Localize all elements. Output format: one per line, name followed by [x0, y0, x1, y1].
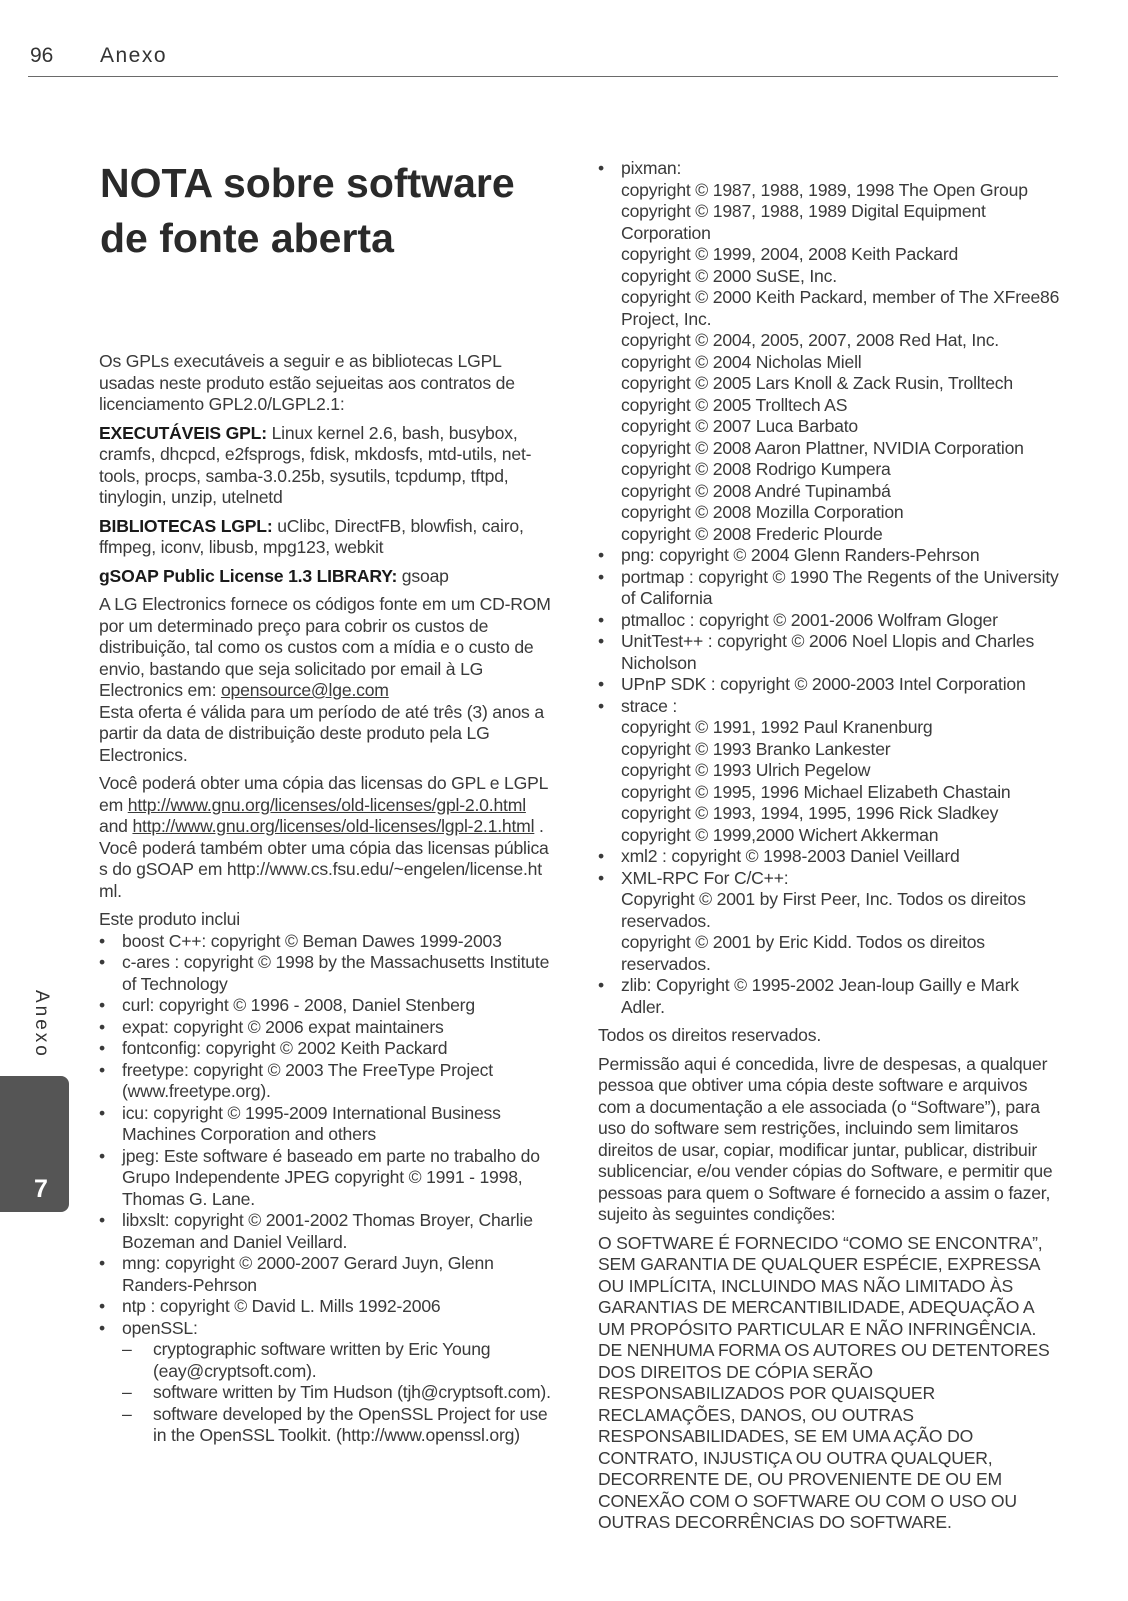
list-item: • libxslt: copyright © 2001-2002 Thomas Broyer, Charlie Bozeman and Daniel Veillard.	[99, 1210, 554, 1253]
list-item: • png: copyright © 2004 Glenn Randers-Pehrson	[598, 545, 1060, 567]
gpl-text: Linux kernel 2.6, bash, busybox, cramfs, dhcpcd, e2fsprogs, fdisk, mkdosfs, mtd-utils, net-tools, procps, samba-3.0.25b, sysutils, tcpdump, tftpd, tinylogin, unzip, utelnetd	[99, 422, 532, 507]
pixman-list	[598, 158, 1060, 1018]
gsoap-label: gSOAP Public License 1.3 LIBRARY:	[99, 565, 398, 586]
openssl-label: openSSL:	[122, 1317, 198, 1338]
pixman-line: copyright © 2007 Luca Barbato	[621, 416, 859, 436]
strace-line: copyright © 1999,2000 Wichert Akkerman	[621, 824, 939, 845]
list-item: • UPnP SDK : copyright © 2000-2003 Intel Corporation	[598, 674, 1060, 696]
list-item: • c-ares : copyright © 1998 by the Massachusetts Institute of Technology	[99, 952, 554, 995]
list-item: • ptmalloc : copyright © 2001-2006 Wolfram Gloger	[598, 610, 1060, 632]
pixman-line: copyright © 1987, 1988, 1989 Digital Equipment Corporation	[621, 201, 986, 243]
list-item: • icu: copyright © 1995-2009 International Business Machines Corporation and others	[99, 1103, 554, 1146]
openssl-sublist	[99, 1339, 554, 1447]
pixman-line: copyright © 1987, 1988, 1989, 1998 The Open Group	[621, 179, 1028, 200]
section-title: Anexo	[100, 44, 168, 67]
permission-paragraph: Permissão aqui é concedida, livre de despesas, a qualquer pessoa que obtiver uma cópia deste software e arquivos com a documentação a ele associada (o “Software”), para uso do software sem restrições, incluindo sem limitaros direitos de usar, copiar, modificar juntar, publicar, distribuir sublicenciar, e/ou vender cópias do Software, e permitir que pessoas para quem o Software é fornecido a assim o fazer, sujeito às seguintes condições:	[598, 1053, 1053, 1224]
chapter-number: 7	[34, 1175, 48, 1203]
list-item: • boost C++: copyright © Beman Dawes 1999-2003	[99, 931, 554, 953]
page-number: 96	[30, 44, 54, 67]
pixman-line: copyright © 2004 Nicholas Miell	[621, 351, 862, 372]
pixman-line: copyright © 2000 Keith Packard, member of The XFree86 Project, Inc.	[621, 287, 1060, 329]
pixman-line: copyright © 2008 André Tupinambá	[621, 480, 891, 501]
offer-text: A LG Electronics fornece os códigos fonte em um CD-ROM por um determinado preço para cobrir os custos de distribuição, tal como os custos com a mídia e o custo de envio, bastando que seja solicitado por email à LG Electronics em:	[99, 594, 551, 700]
title-line-2: de fonte aberta	[100, 215, 394, 261]
list-item-openssl	[99, 1318, 554, 1340]
validity-paragraph: Esta oferta é válida para um período de até três (3) anos a partir da data de distribuição deste produto pela LG Electronics.	[99, 701, 544, 765]
gsoap-license-paragraph: Você poderá também obter uma cópia das licensas públicas do gSOAP em http://www.cs.fsu.edu/~engelen/license.html.	[99, 837, 549, 901]
page-header	[28, 42, 1058, 77]
strace-line: copyright © 1993 Ulrich Pegelow	[621, 760, 871, 780]
period-text: .	[534, 816, 544, 836]
included-software-list	[99, 931, 554, 1340]
list-item: • freetype: copyright © 2003 The FreeType Project (www.freetype.org).	[99, 1060, 554, 1103]
pixman-line: copyright © 2005 Trolltech AS	[621, 394, 848, 415]
side-section-label: Anexo	[31, 990, 52, 1059]
list-item: • jpeg: Este software é baseado em parte no trabalho do Grupo Independente JPEG copyright © 1991 - 1998, Thomas G. Lane.	[99, 1146, 554, 1211]
rights-paragraph: Todos os direitos reservados.	[598, 1025, 822, 1045]
right-column	[598, 158, 1060, 1541]
email-link[interactable]: opensource@lge.com	[220, 680, 389, 700]
xmlrpc-line: Copyright © 2001 by First Peer, Inc. Todos os direitos reservados.	[621, 889, 1026, 931]
sub-list-item: – software developed by the OpenSSL Project for use in the OpenSSL Toolkit. (http://www.openssl.org)	[99, 1404, 554, 1447]
list-item: • ntp : copyright © David L. Mills 1992-2006	[99, 1296, 554, 1318]
licenses-text: Você poderá obter uma cópia das licensas do GPL e LGPL em	[99, 773, 548, 815]
lgpl-text: uClibc, DirectFB, blowfish, cairo, ffmpeg, iconv, libusb, mpg123, webkit	[99, 515, 524, 557]
xmlrpc-line: copyright © 2001 by Eric Kidd. Todos os direitos reservados.	[621, 932, 985, 974]
list-item: • curl: copyright © 1996 - 2008, Daniel Stenberg	[99, 995, 554, 1017]
strace-line: copyright © 1995, 1996 Michael Elizabeth Chastain	[621, 781, 1011, 802]
pixman-line: copyright © 2005 Lars Knoll & Zack Rusin, Trolltech	[621, 373, 1013, 393]
pixman-line: copyright © 2008 Aaron Plattner, NVIDIA Corporation	[621, 437, 1024, 458]
offer-paragraph	[99, 594, 554, 702]
sub-list-item: – software written by Tim Hudson (tjh@cryptsoft.com).	[99, 1382, 554, 1404]
list-item: • mng: copyright © 2000-2007 Gerard Juyn, Glenn Randers-Pehrson	[99, 1253, 554, 1296]
pixman-label: • pixman:	[621, 158, 682, 178]
list-item: • UnitTest++ : copyright © 2006 Noel Llopis and Charles Nicholson	[598, 631, 1060, 674]
xmlrpc-label: • XML-RPC For C/C++:	[621, 867, 789, 888]
title-line-1: NOTA sobre software	[100, 160, 515, 206]
list-item-strace	[598, 696, 1060, 847]
left-column	[99, 351, 554, 1447]
lgpl-paragraph	[99, 516, 554, 559]
strace-label: • strace :	[621, 695, 678, 716]
lgpl-label: BIBLIOTECAS LGPL:	[99, 515, 273, 536]
pixman-line: copyright © 2008 Frederic Plourde	[621, 523, 883, 544]
list-item: • expat: copyright © 2006 expat maintainers	[99, 1017, 554, 1039]
gpl-paragraph	[99, 423, 554, 509]
intro-paragraph: Os GPLs executáveis a seguir e as bibliotecas LGPL usadas neste produto estão sejueitas aos contratos de licenciamento GPL2.0/LGPL2.1:	[99, 351, 515, 414]
page-title	[100, 156, 570, 266]
pixman-line: copyright © 2008 Mozilla Corporation	[621, 502, 904, 522]
sub-list-item: – cryptographic software written by Eric Young (eay@cryptsoft.com).	[99, 1339, 554, 1382]
list-item-xmlrpc	[598, 868, 1060, 976]
lgpl-license-link[interactable]: http://www.gnu.org/licenses/old-licenses/lgpl-2.1.html	[132, 816, 535, 836]
gsoap-paragraph	[99, 566, 554, 588]
list-item: • zlib: Copyright © 1995-2002 Jean-loup Gailly e Mark Adler.	[598, 975, 1060, 1018]
disclaimer-paragraph: O SOFTWARE É FORNECIDO “COMO SE ENCONTRA”, SEM GARANTIA DE QUALQUER ESPÉCIE, EXPRESSA OU IMPLÍCITA, INCLUINDO MAS NÃO LIMITADO ÀS GARANTIAS DE MERCANTIBILIDADE, ADEQUAÇÃO A UM PROPÓSITO PARTICULAR E NÃO INFRINGÊNCIA. DE NENHUMA FORMA OS AUTORES OU DETENTORES DOS DIREITOS DE CÓPIA SERÃO RESPONSABILIZADOS POR QUAISQUER RECLAMAÇÕES, DANOS, OU OUTRAS RESPONSABILIDADES, SE EM UMA AÇÃO DO CONTRATO, INJUSTIÇA OU OUTRA QUALQUER, DECORRENTE DE, OU PROVENIENTE DE OU EM CONEXÃO COM O SOFTWARE OU COM O USO OU OUTRAS DECORRÊNCIAS DO SOFTWARE.	[598, 1232, 1050, 1532]
list-item: • portmap : copyright © 1990 The Regents of the University of California	[598, 567, 1060, 610]
strace-line: copyright © 1993, 1994, 1995, 1996 Rick Sladkey	[621, 803, 999, 823]
includes-heading: Este produto inclui	[99, 909, 240, 929]
list-item: • xml2 : copyright © 1998-2003 Daniel Veillard	[598, 846, 1060, 868]
strace-line: copyright © 1991, 1992 Paul Kranenburg	[621, 717, 933, 737]
pixman-line: copyright © 2004, 2005, 2007, 2008 Red Hat, Inc.	[621, 330, 999, 350]
strace-line: copyright © 1993 Branko Lankester	[621, 738, 891, 759]
list-item: • fontconfig: copyright © 2002 Keith Packard	[99, 1038, 554, 1060]
pixman-line: copyright © 2008 Rodrigo Kumpera	[621, 459, 891, 479]
pixman-line: copyright © 1999, 2004, 2008 Keith Packard	[621, 244, 959, 264]
list-item-pixman	[598, 158, 1060, 545]
gpl-label: EXECUTÁVEIS GPL:	[99, 422, 267, 443]
side-label-container	[30, 990, 60, 1070]
gsoap-text: gsoap	[397, 565, 449, 586]
licenses-paragraph	[99, 773, 554, 838]
pixman-line: copyright © 2000 SuSE, Inc.	[621, 265, 837, 286]
and-text: and	[99, 816, 133, 836]
gpl-license-link[interactable]: http://www.gnu.org/licenses/old-licenses/gpl-2.0.html	[127, 794, 526, 815]
